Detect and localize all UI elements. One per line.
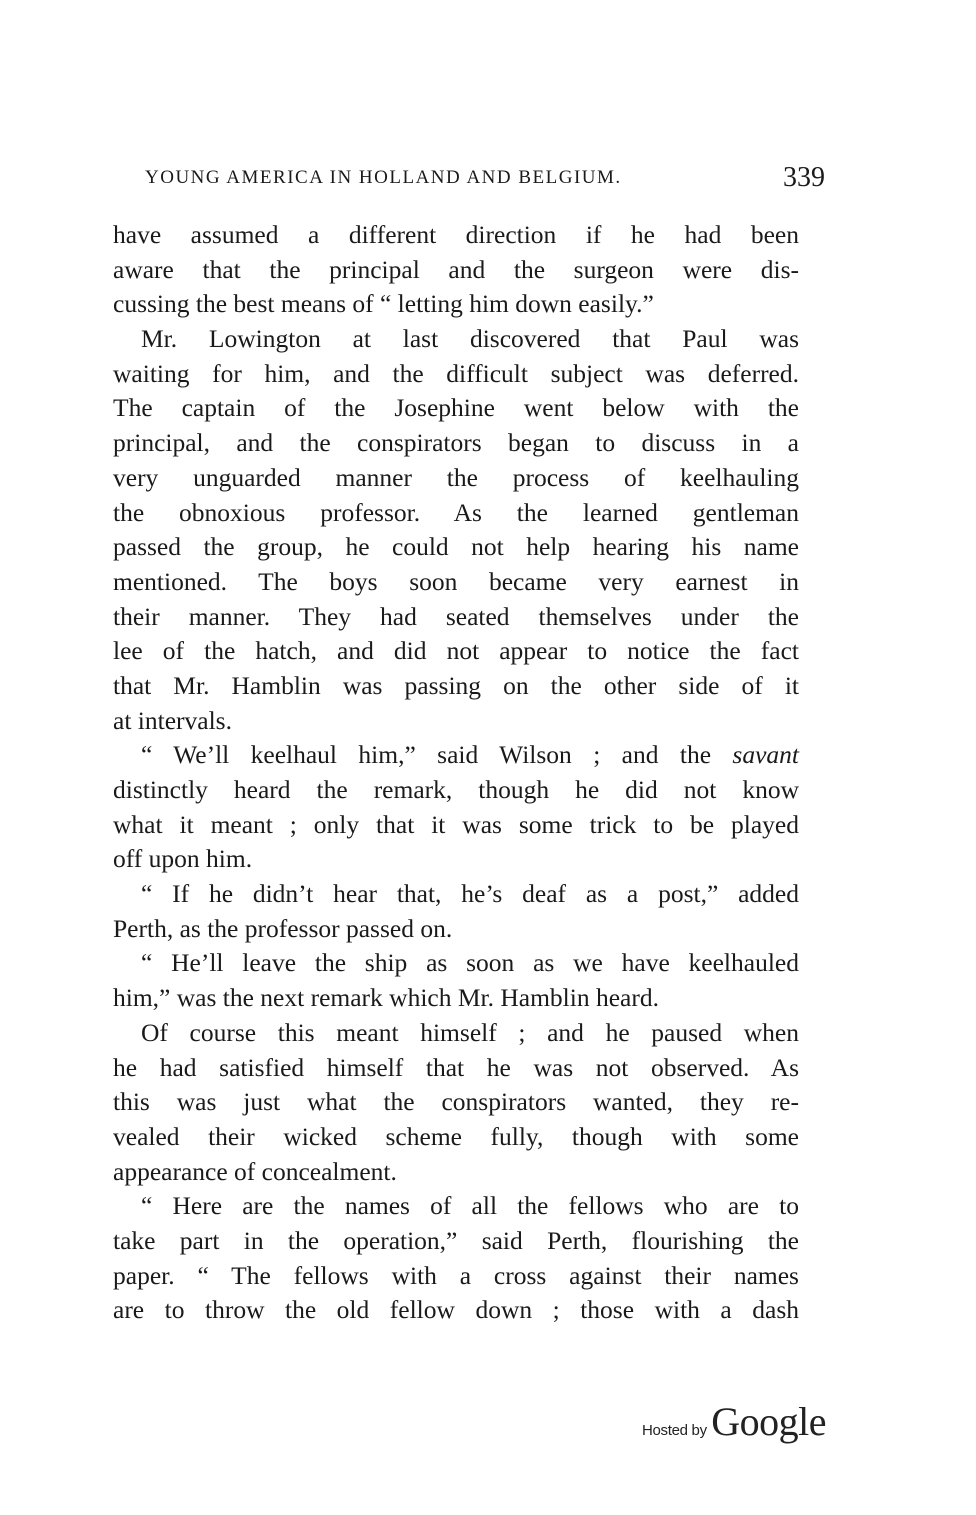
page-number: 339	[783, 162, 825, 193]
text-line: “ We’ll keelhaul him,” said Wilson ; and the savant	[141, 740, 799, 770]
text-line: “ If he didn’t hear that, he’s deaf as a post,” added	[141, 879, 799, 909]
text-line: him,” was the next remark which Mr. Hamblin heard.	[113, 983, 659, 1013]
text-line: principal, and the conspirators began to discuss in a	[113, 428, 799, 458]
text-line: this was just what the conspirators wanted, they re-	[113, 1087, 799, 1117]
hosted-by-google-logo	[642, 1398, 826, 1446]
text-line: at intervals.	[113, 705, 232, 735]
running-head-title: YOUNG AMERICA IN HOLLAND AND BELGIUM.	[145, 167, 622, 188]
text-line: are to throw the old fellow down ; those with a dash	[113, 1295, 799, 1325]
text-line: distinctly heard the remark, though he did not know	[113, 775, 799, 804]
running-head	[145, 158, 825, 198]
text-line: appearance of concealment.	[113, 1156, 397, 1186]
hosted-by-label: Hosted by	[641, 1422, 707, 1439]
text-line: waiting for him, and the difficult subject was deferred.	[113, 358, 799, 388]
text-line: passed the group, he could not help hearing his name	[113, 532, 799, 562]
text-line: aware that the principal and the surgeon were dis-	[113, 254, 799, 284]
text-line: their manner. They had seated themselves under the	[113, 601, 799, 631]
text-line: off upon him.	[113, 844, 253, 874]
text-line: what it meant ; only that it was some trick to be played	[113, 809, 799, 839]
text-line: The captain of the Josephine went below with the	[113, 393, 799, 423]
google-wordmark: Google	[711, 1399, 826, 1444]
text-line: Perth, as the professor passed on.	[113, 913, 453, 943]
text-line: very unguarded manner the process of keelhauling	[113, 462, 799, 492]
text-line: cussing the best means of “ letting him down easily.”	[113, 289, 654, 319]
text-line: he had satisfied himself that he was not observed. As	[113, 1052, 799, 1082]
text-line: mentioned. The boys soon became very earnest in	[113, 566, 799, 596]
text-line: vealed their wicked scheme fully, though with some	[113, 1121, 799, 1151]
text-line: the obnoxious professor. As the learned gentleman	[113, 497, 799, 527]
text-line: “ Here are the names of all the fellows who are to	[141, 1191, 799, 1221]
text-line: Of course this meant himself ; and he paused when	[141, 1017, 799, 1047]
text-line: that Mr. Hamblin was passing on the other side of it	[113, 670, 799, 700]
text-line: take part in the operation,” said Perth, flourishing the	[113, 1225, 799, 1255]
text-line: have assumed a different direction if he had been	[113, 220, 799, 249]
text-line: Mr. Lowington at last discovered that Paul was	[141, 324, 799, 354]
text-line: lee of the hatch, and did not appear to notice the fact	[113, 636, 799, 666]
text-line: paper. “ The fellows with a cross against their names	[113, 1260, 799, 1290]
body-text	[113, 218, 799, 1328]
text-line: “ He’ll leave the ship as soon as we have keelhauled	[141, 948, 799, 978]
italic-word: savant	[732, 740, 799, 770]
